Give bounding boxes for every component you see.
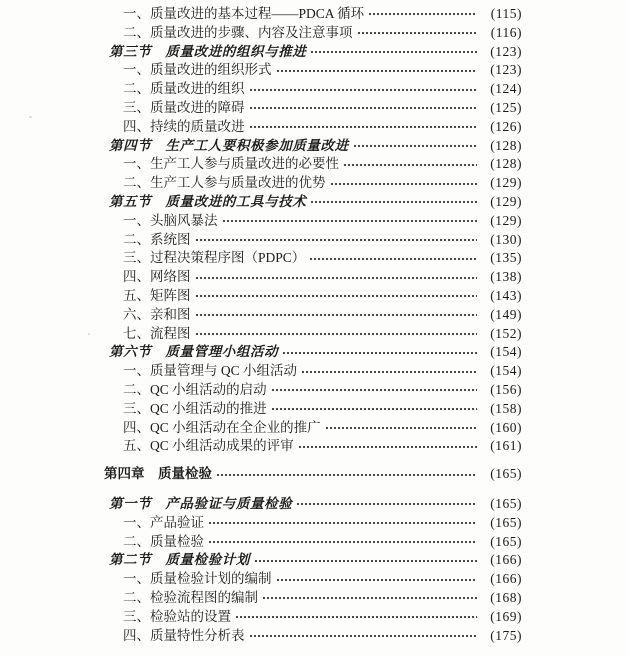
toc-entry-item [0, 533, 628, 552]
dot-leader-icon [325, 424, 477, 432]
toc-entry-page-number: (123) [490, 43, 522, 59]
toc-entry-label: 第三节 质量改进的组织与推进 [109, 43, 307, 59]
toc-entry-label: 二、质量改进的组织 [123, 81, 245, 97]
toc-entry-item [0, 514, 628, 533]
dot-leader-icon [353, 142, 477, 150]
dot-leader-icon [195, 292, 478, 300]
toc-entry-label: 第四节 生产工人要积极参加质量改进 [109, 137, 349, 153]
toc-entry-label: 一、产品验证 [123, 514, 204, 530]
toc-entry-item [0, 437, 628, 456]
toc-entry-page-number: (128) [490, 156, 522, 172]
toc-entry-page-number: (165) [490, 495, 522, 511]
toc-entry-page-number: (166) [490, 571, 522, 587]
dot-leader-icon [276, 576, 478, 584]
toc-entry-page-number: (115) [490, 6, 522, 21]
toc-entry-label: 三、检验站的设置 [123, 608, 231, 624]
toc-entry-item [0, 362, 628, 381]
toc-entry-section [0, 193, 628, 212]
toc-entry-label: 一、质量管理与 QC 小组活动 [123, 363, 298, 379]
toc-entry-label: 五、QC 小组活动成果的评审 [123, 438, 294, 454]
toc-entry-page-number: (129) [490, 175, 522, 191]
toc-entry-item [0, 24, 628, 43]
toc-entry-page-number: (128) [490, 137, 522, 153]
toc-entry-page-number: (154) [490, 363, 522, 379]
dot-leader-icon [296, 500, 477, 508]
toc-entry-page-number: (156) [490, 381, 522, 397]
toc-entry-item [0, 419, 628, 438]
toc-entry-item [0, 570, 628, 589]
dot-leader-icon [310, 48, 477, 56]
scan-speck [88, 333, 90, 335]
dot-leader-icon [208, 538, 477, 546]
toc-entry-item [0, 155, 628, 174]
toc-entry-page-number: (123) [490, 62, 522, 78]
toc-entry-page-number: (125) [490, 99, 522, 115]
dot-leader-icon [249, 104, 478, 112]
toc-entry-item [0, 325, 628, 344]
toc-entry-label: 五、矩阵图 [123, 287, 191, 303]
toc-entry-label: 二、QC 小组活动的启动 [123, 381, 267, 397]
dot-leader-icon [249, 123, 478, 131]
toc-entry-page-number: (116) [490, 24, 522, 40]
toc-entry-page-number: (160) [490, 419, 522, 435]
toc-entry-item [0, 381, 628, 400]
toc-entry-item [0, 118, 628, 137]
toc-entry-label: 第五节 质量改进的工具与技术 [109, 193, 307, 209]
dot-leader-icon [195, 330, 478, 338]
dot-leader-icon [309, 255, 477, 263]
scan-speck [29, 116, 32, 118]
dot-leader-icon [343, 161, 477, 169]
dot-leader-icon [235, 613, 477, 621]
dot-leader-icon [368, 10, 477, 18]
toc-entry-item [0, 61, 628, 80]
dot-leader-icon [249, 632, 478, 640]
toc-entry-label: 三、QC 小组活动的推进 [123, 400, 267, 416]
dot-leader-icon [357, 29, 478, 37]
toc-entry-item [0, 287, 628, 306]
toc-entry-label: 七、流程图 [123, 325, 191, 341]
toc-entry-label: 四、质量特性分析表 [123, 627, 245, 643]
toc-entry-label: 二、生产工人参与质量改进的优势 [123, 175, 326, 191]
dot-leader-icon [282, 349, 477, 357]
toc-entry-label: 一、质量改进的组织形式 [123, 62, 272, 78]
toc-entry-section [0, 43, 628, 62]
toc-entry-page-number: (129) [490, 193, 522, 209]
toc-entry-item [0, 212, 628, 231]
toc-entry-page-number: (169) [490, 608, 522, 624]
toc-entry-label: 四、网络图 [123, 269, 191, 285]
toc-entry-page-number: (158) [490, 400, 522, 416]
toc-entry-label: 一、质量改进的基本过程——PDCA 循环 [123, 6, 365, 21]
toc-entry-page-number: (161) [490, 438, 522, 454]
toc-entry-page-number: (138) [490, 269, 522, 285]
toc-entry-label: 六、亲和图 [123, 306, 191, 322]
dot-leader-icon [271, 405, 477, 413]
toc-entry-item [0, 174, 628, 193]
toc-entry-item [0, 231, 628, 250]
dot-leader-icon [222, 217, 478, 225]
toc-entry-label: 四、QC 小组活动在全企业的推广 [123, 419, 321, 435]
toc-list [0, 5, 628, 645]
dot-leader-icon [254, 557, 477, 565]
toc-entry-page-number: (152) [490, 325, 522, 341]
toc-entry-label: 第四章 质量检验 [104, 466, 212, 482]
dot-leader-icon [276, 67, 478, 75]
toc-entry-page-number: (165) [490, 533, 522, 549]
dot-leader-icon [298, 443, 477, 451]
toc-entry-page-number: (135) [490, 250, 522, 266]
dot-leader-icon [249, 86, 478, 94]
dot-leader-icon [310, 198, 477, 206]
toc-entry-label: 三、过程决策程序图（PDPC） [123, 250, 306, 266]
toc-entry-label: 第二节 质量检验计划 [109, 552, 250, 568]
dot-leader-icon [208, 519, 477, 527]
dot-leader-icon [195, 274, 478, 282]
toc-entry-label: 四、持续的质量改进 [123, 118, 245, 134]
dot-leader-icon [216, 471, 477, 479]
toc-entry-label: 二、质量检验 [123, 533, 204, 549]
toc-entry-page-number: (154) [490, 344, 522, 360]
toc-entry-item [0, 80, 628, 99]
toc-entry-label: 第一节 产品验证与质量检验 [109, 495, 293, 511]
toc-entry-section [0, 495, 628, 514]
toc-entry-item [0, 589, 628, 608]
toc-entry-page-number: (126) [490, 118, 522, 134]
toc-entry-label: 二、质量改进的步骤、内容及注意事项 [123, 24, 353, 40]
toc-entry-page-number: (143) [490, 287, 522, 303]
toc-entry-section [0, 137, 628, 156]
dot-leader-icon [301, 368, 477, 376]
toc-entry-label: 一、生产工人参与质量改进的必要性 [123, 156, 339, 172]
toc-entry-section [0, 343, 628, 362]
toc-entry-item [0, 249, 628, 268]
toc-entry-item [0, 400, 628, 419]
toc-entry-item [0, 268, 628, 287]
toc-entry-item [0, 627, 628, 646]
toc-entry-chapter [0, 465, 628, 484]
toc-entry-item [0, 306, 628, 325]
toc-entry-page-number: (130) [490, 231, 522, 247]
dot-leader-icon [195, 236, 478, 244]
toc-entry-label: 第六节 质量管理小组活动 [109, 344, 279, 360]
toc-entry-page-number: (166) [490, 552, 522, 568]
toc-entry-page-number: (149) [490, 306, 522, 322]
dot-leader-icon [330, 180, 478, 188]
dot-leader-icon [271, 386, 477, 394]
toc-entry-page-number: (165) [490, 514, 522, 530]
toc-entry-item [0, 99, 628, 118]
toc-entry-label: 二、检验流程图的编制 [123, 589, 258, 605]
toc-entry-label: 二、系统图 [123, 231, 191, 247]
toc-entry-page-number: (168) [490, 589, 522, 605]
dot-leader-icon [195, 311, 478, 319]
toc-entry-page-number: (129) [490, 212, 522, 228]
toc-entry-page-number: (175) [490, 627, 522, 643]
toc-entry-section [0, 551, 628, 570]
toc-entry-item [0, 5, 628, 24]
toc-entry-page-number: (165) [490, 466, 522, 482]
dot-leader-icon [262, 594, 477, 602]
toc-entry-label: 一、头脑风暴法 [123, 212, 218, 228]
toc-entry-label: 三、质量改进的障碍 [123, 99, 245, 115]
toc-entry-item [0, 608, 628, 627]
toc-entry-label: 一、质量检验计划的编制 [123, 571, 272, 587]
toc-entry-page-number: (124) [490, 81, 522, 97]
